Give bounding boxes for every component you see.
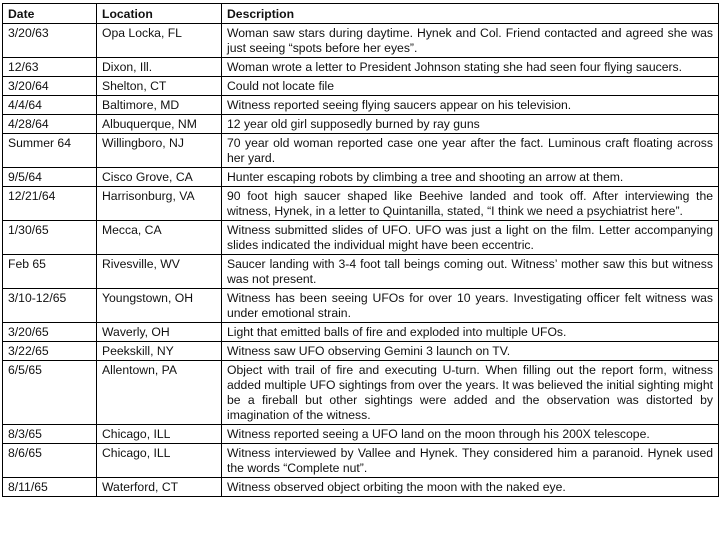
- table-body: [3, 24, 719, 497]
- cell-location: Rivesville, WV: [97, 255, 222, 289]
- cell-location: Chicago, ILL: [97, 444, 222, 478]
- cell-location: Waterford, CT: [97, 478, 222, 497]
- cell-date: 3/20/65: [3, 323, 97, 342]
- cell-date: 8/11/65: [3, 478, 97, 497]
- table-row: [3, 255, 719, 289]
- table-row: [3, 24, 719, 58]
- cell-location: Mecca, CA: [97, 221, 222, 255]
- table-row: [3, 134, 719, 168]
- cell-date: 3/10-12/65: [3, 289, 97, 323]
- cell-description: Light that emitted balls of fire and exploded into multiple UFOs.: [222, 323, 719, 342]
- cell-location: Youngstown, OH: [97, 289, 222, 323]
- cell-description: Hunter escaping robots by climbing a tree and shooting an arrow at them.: [222, 168, 719, 187]
- table-row: [3, 168, 719, 187]
- cell-location: Chicago, ILL: [97, 425, 222, 444]
- cell-description: Witness reported seeing a UFO land on the moon through his 200X telescope.: [222, 425, 719, 444]
- table-row: [3, 221, 719, 255]
- header-description: Description: [222, 4, 719, 24]
- table-row: [3, 323, 719, 342]
- table-row: [3, 361, 719, 425]
- cell-location: Opa Locka, FL: [97, 24, 222, 58]
- header-location: Location: [97, 4, 222, 24]
- table-row: [3, 187, 719, 221]
- cell-location: Peekskill, NY: [97, 342, 222, 361]
- cell-description: Witness reported seeing flying saucers appear on his television.: [222, 96, 719, 115]
- cell-description: Witness observed object orbiting the moon with the naked eye.: [222, 478, 719, 497]
- cell-location: Shelton, CT: [97, 77, 222, 96]
- cell-description: Witness submitted slides of UFO. UFO was just a light on the film. Letter accompanying slides indicated the individual might have been eccentric.: [222, 221, 719, 255]
- table-row: [3, 96, 719, 115]
- cell-date: 9/5/64: [3, 168, 97, 187]
- cell-location: Dixon, Ill.: [97, 58, 222, 77]
- cell-description: Witness saw UFO observing Gemini 3 launch on TV.: [222, 342, 719, 361]
- cell-date: Feb 65: [3, 255, 97, 289]
- table-row: [3, 444, 719, 478]
- table-row: [3, 425, 719, 444]
- cell-description: Object with trail of fire and executing U-turn. When filling out the report form, witness added multiple UFO sightings from over the years. It was believed the initial sighting might be a fireball but other sightings were added and the observation was distorted by imagination of the witness.: [222, 361, 719, 425]
- cell-date: 6/5/65: [3, 361, 97, 425]
- cell-location: Waverly, OH: [97, 323, 222, 342]
- cell-date: 4/28/64: [3, 115, 97, 134]
- cell-date: 3/20/63: [3, 24, 97, 58]
- cell-date: 4/4/64: [3, 96, 97, 115]
- cell-description: Witness interviewed by Vallee and Hynek. They considered him a paranoid. Hynek used the words “Complete nut”.: [222, 444, 719, 478]
- cell-date: Summer 64: [3, 134, 97, 168]
- cell-date: 1/30/65: [3, 221, 97, 255]
- cell-date: 12/63: [3, 58, 97, 77]
- cell-description: Woman wrote a letter to President Johnson stating she had seen four flying saucers.: [222, 58, 719, 77]
- cell-description: 90 foot high saucer shaped like Beehive landed and took off. After interviewing the witness, Hynek, in a letter to Quintanilla, stated, “I think we need a psychiatrist here”.: [222, 187, 719, 221]
- table-row: [3, 115, 719, 134]
- cell-date: 12/21/64: [3, 187, 97, 221]
- cell-location: Allentown, PA: [97, 361, 222, 425]
- table-row: [3, 342, 719, 361]
- sightings-table: [2, 3, 719, 497]
- cell-location: Willingboro, NJ: [97, 134, 222, 168]
- cell-description: 12 year old girl supposedly burned by ray guns: [222, 115, 719, 134]
- table-row: [3, 77, 719, 96]
- table-header: [3, 4, 719, 24]
- table-row: [3, 58, 719, 77]
- cell-date: 3/20/64: [3, 77, 97, 96]
- table-row: [3, 289, 719, 323]
- cell-description: Saucer landing with 3-4 foot tall beings coming out. Witness’ mother saw this but witness was not present.: [222, 255, 719, 289]
- cell-description: 70 year old woman reported case one year after the fact. Luminous craft floating across her yard.: [222, 134, 719, 168]
- cell-date: 8/3/65: [3, 425, 97, 444]
- cell-description: Could not locate file: [222, 77, 719, 96]
- cell-location: Harrisonburg, VA: [97, 187, 222, 221]
- cell-description: Witness has been seeing UFOs for over 10 years. Investigating officer felt witness was under emotional strain.: [222, 289, 719, 323]
- cell-date: 8/6/65: [3, 444, 97, 478]
- table-row: [3, 478, 719, 497]
- header-row: [3, 4, 719, 24]
- cell-location: Albuquerque, NM: [97, 115, 222, 134]
- cell-date: 3/22/65: [3, 342, 97, 361]
- header-date: Date: [3, 4, 97, 24]
- cell-location: Baltimore, MD: [97, 96, 222, 115]
- cell-location: Cisco Grove, CA: [97, 168, 222, 187]
- cell-description: Woman saw stars during daytime. Hynek and Col. Friend contacted and agreed she was just seeing “spots before her eyes”.: [222, 24, 719, 58]
